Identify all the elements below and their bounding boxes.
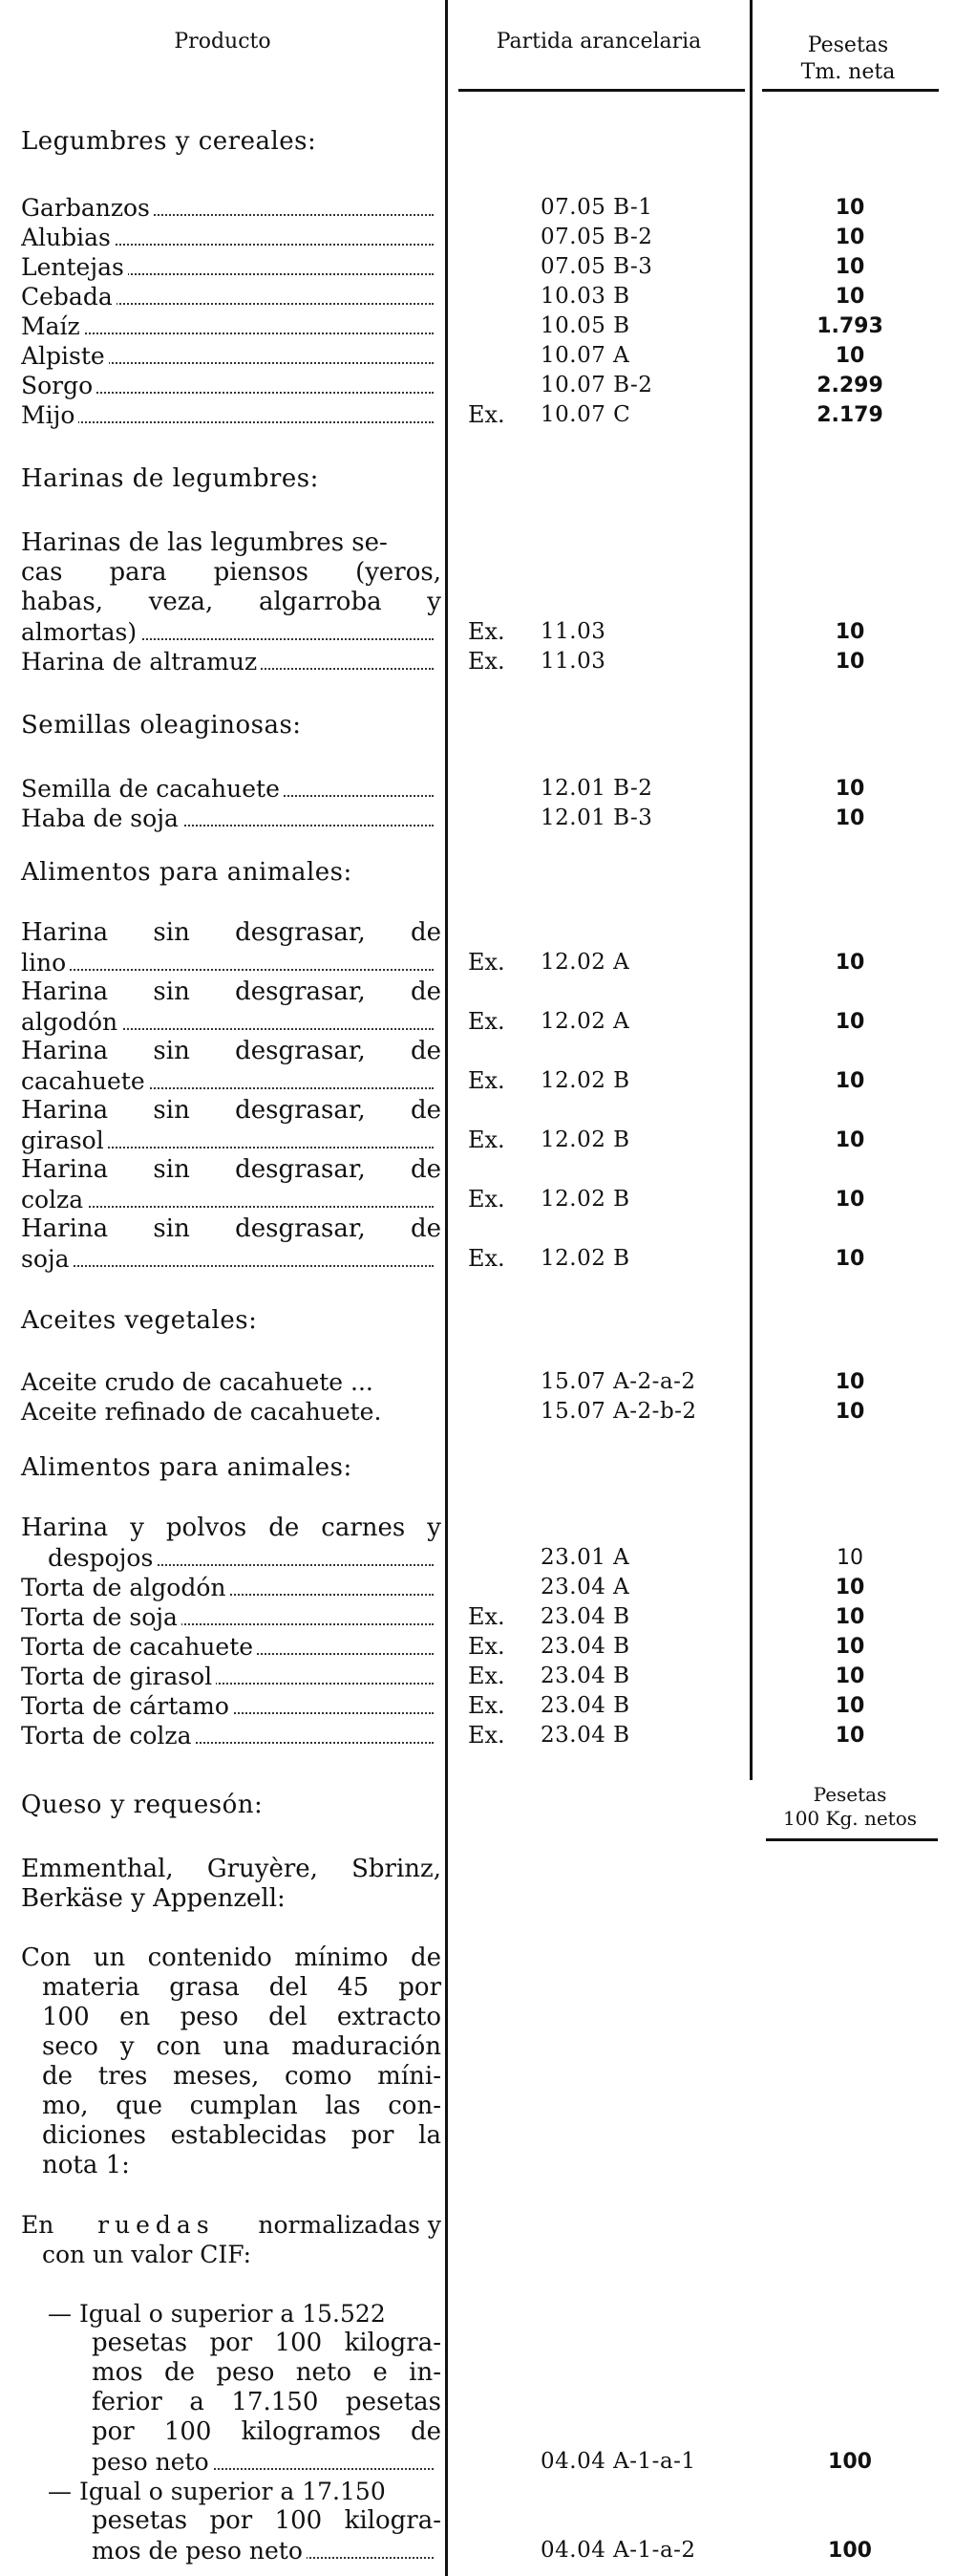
product-harinas-legumbres-l3: habas, veza, algarroba y (21, 588, 441, 616)
section-alimentos-2: Alimentos para animales: (21, 1453, 352, 1482)
header-price-line2: Tm. neta (800, 60, 896, 84)
tariff-aceite-refinado: 15.07 A-2-b-2 (541, 1399, 697, 1424)
queso-item1-l1: — Igual o superior a 15.522 (48, 2300, 386, 2328)
tariff-prefix-torta-soja: Ex. (468, 1603, 505, 1630)
product-alubias: Alubias (21, 223, 434, 252)
product-mijo: Mijo (21, 400, 434, 430)
price-alubias: 10 (835, 225, 865, 249)
product-semilla-cacahuete: Semilla de cacahuete (21, 774, 434, 804)
queso-item1-l5: por 100 kilogramos de (92, 2417, 441, 2446)
price-queso-item2: 100 (828, 2539, 872, 2563)
header-price (753, 32, 944, 86)
tariff-queso-item1: 04.04 A-1-a-1 (541, 2449, 696, 2474)
tariff-prefix-hsd-girasol: Ex. (468, 1127, 505, 1153)
queso-item1-l4: ferior a 17.150 pesetas (92, 2388, 441, 2416)
header-rule-right (762, 89, 939, 92)
product-hsd-algodon-l2: algodón (21, 1007, 434, 1037)
tariff-prefix-torta-colza: Ex. (468, 1722, 505, 1749)
tariff-maiz: 10.05 B (541, 313, 630, 338)
queso-item2-l1: — Igual o superior a 17.150 (48, 2478, 386, 2505)
tariff-torta-girasol: 23.04 B (541, 1664, 630, 1688)
product-hsd-soja-l2: soja (21, 1244, 434, 1274)
price-hsd-lino: 10 (835, 951, 865, 975)
queso-cond-l6: mo, que cumplan las con- (42, 2092, 441, 2120)
header-product: Producto (174, 30, 271, 54)
queso-item2-l2: pesetas por 100 kilogra- (92, 2506, 441, 2535)
column-divider-left (445, 0, 448, 2576)
tariff-prefix-hsd-algodon: Ex. (468, 1008, 505, 1035)
queso-ruedas-a: En (21, 2211, 54, 2239)
product-hsd-soja-l1: Harina sin desgrasar, de (21, 1214, 441, 1243)
tariff-hsd-cacahuete: 12.02 B (541, 1068, 630, 1093)
product-cebada: Cebada (21, 282, 434, 311)
tariff-prefix-harina-altramuz: Ex. (468, 648, 505, 675)
product-hsd-lino-l1: Harina sin desgrasar, de (21, 918, 441, 947)
header-rule-middle (458, 89, 745, 92)
product-torta-cacahuete: Torta de cacahuete (21, 1632, 434, 1662)
price-aceite-crudo: 10 (835, 1370, 865, 1394)
section-alimentos-1: Alimentos para animales: (21, 858, 352, 887)
section-queso: Queso y requesón: (21, 1791, 264, 1819)
price-mijo: 2.179 (817, 403, 883, 427)
tariff-prefix-torta-cartamo: Ex. (468, 1692, 505, 1719)
product-hsd-girasol-l1: Harina sin desgrasar, de (21, 1096, 441, 1125)
product-hsd-lino-l2: lino (21, 948, 434, 977)
product-hsd-girasol-l2: girasol (21, 1126, 434, 1155)
price-hsd-colza: 10 (835, 1188, 865, 1212)
product-aceite-refinado: Aceite refinado de cacahuete. (21, 1398, 382, 1426)
product-maiz: Maíz (21, 311, 434, 341)
tariff-hsd-lino: 12.02 A (541, 950, 630, 975)
column-divider-right (750, 0, 753, 1780)
price-haba-soja: 10 (835, 806, 865, 830)
product-torta-girasol: Torta de girasol (21, 1662, 434, 1691)
tariff-torta-cartamo: 23.04 B (541, 1693, 630, 1718)
queso-cond-l3: 100 en peso del extracto (42, 2003, 441, 2031)
tariff-harina-altramuz: 11.03 (541, 649, 606, 674)
queso-cond-l1: Con un contenido mínimo de (21, 1943, 441, 1972)
product-hsd-algodon-l1: Harina sin desgrasar, de (21, 977, 441, 1006)
tariff-aceite-crudo: 15.07 A-2-a-2 (541, 1369, 696, 1394)
product-harina-carnes-l2: despojos (48, 1543, 434, 1573)
queso-cond-l4: seco y con una maduración (42, 2032, 441, 2061)
queso-item1-l6: peso neto (92, 2447, 434, 2477)
product-torta-cartamo: Torta de cártamo (21, 1691, 434, 1721)
queso-cond-l7: diciones establecidas por la (42, 2121, 441, 2150)
product-torta-colza: Torta de colza (21, 1721, 434, 1750)
tariff-torta-cacahuete: 23.04 B (541, 1634, 630, 1659)
price-harina-altramuz: 10 (835, 650, 865, 674)
queso-ruedas-c: normalizadas y (258, 2211, 441, 2239)
queso-ruedas-l1 (21, 2210, 441, 2240)
tariff-torta-colza: 23.04 B (541, 1723, 630, 1748)
tariff-garbanzos: 07.05 B-1 (541, 195, 653, 220)
queso-ruedas-l2: con un valor CIF: (42, 2241, 252, 2268)
price-torta-soja: 10 (835, 1605, 865, 1629)
tariff-harina-carnes: 23.01 A (541, 1545, 630, 1570)
product-sorgo: Sorgo (21, 371, 434, 400)
price-torta-cartamo: 10 (835, 1694, 865, 1718)
product-harinas-legumbres-l1: Harinas de las legumbres se- (21, 528, 388, 557)
section-harinas: Harinas de legumbres: (21, 464, 319, 493)
product-hsd-cacahuete-l1: Harina sin desgrasar, de (21, 1037, 441, 1065)
tariff-prefix-mijo: Ex. (468, 401, 505, 428)
price-semilla-cacahuete: 10 (835, 777, 865, 801)
queso-price-header-line2: 100 Kg. netos (782, 1807, 918, 1830)
product-torta-algodon: Torta de algodón (21, 1573, 434, 1602)
product-alpiste: Alpiste (21, 341, 434, 371)
product-aceite-crudo: Aceite crudo de cacahuete ... (21, 1368, 373, 1396)
price-harinas-legumbres: 10 (835, 620, 865, 644)
product-hsd-cacahuete-l2: cacahuete (21, 1066, 434, 1096)
queso-item2-l3: mos de peso neto (92, 2536, 434, 2565)
tariff-prefix-harinas-legumbres: Ex. (468, 618, 505, 645)
price-hsd-cacahuete: 10 (835, 1069, 865, 1093)
tariff-hsd-colza: 12.02 B (541, 1187, 630, 1212)
tariff-haba-soja: 12.01 B-3 (541, 805, 653, 830)
section-legumbres: Legumbres y cereales: (21, 127, 317, 156)
tariff-prefix-torta-girasol: Ex. (468, 1663, 505, 1689)
queso-cond-l5: de tres meses, como míni- (42, 2062, 441, 2091)
price-hsd-girasol: 10 (835, 1128, 865, 1152)
price-hsd-algodon: 10 (835, 1010, 865, 1034)
tariff-prefix-torta-cacahuete: Ex. (468, 1633, 505, 1660)
queso-price-rule (766, 1838, 938, 1841)
tariff-lentejas: 07.05 B-3 (541, 254, 653, 279)
tariff-prefix-hsd-cacahuete: Ex. (468, 1067, 505, 1094)
tariff-hsd-algodon: 12.02 A (541, 1009, 630, 1034)
tariff-prefix-hsd-lino: Ex. (468, 949, 505, 976)
price-aceite-refinado: 10 (835, 1400, 865, 1424)
price-harina-carnes: 10 (837, 1546, 863, 1570)
queso-item1-l2: pesetas por 100 kilogra- (92, 2329, 441, 2357)
product-harinas-legumbres-l2: cas para piensos (yeros, (21, 558, 441, 587)
price-torta-cacahuete: 10 (835, 1635, 865, 1659)
product-harinas-legumbres-l4: almortas) (21, 617, 434, 647)
tariff-hsd-soja: 12.02 B (541, 1246, 630, 1271)
price-torta-algodon: 10 (835, 1576, 865, 1599)
product-hsd-colza-l2: colza (21, 1185, 434, 1214)
tariff-torta-algodon: 23.04 A (541, 1575, 630, 1599)
tariff-alpiste: 10.07 A (541, 343, 630, 368)
queso-cond-l8: nota 1: (42, 2151, 130, 2179)
product-torta-soja: Torta de soja (21, 1602, 434, 1632)
product-harina-altramuz: Harina de altramuz (21, 647, 434, 676)
header-price-line1: Pesetas (807, 33, 889, 57)
queso-cheese-l2: Berkäse y Appenzell: (21, 1884, 286, 1913)
tariff-alubias: 07.05 B-2 (541, 225, 653, 249)
price-lentejas: 10 (835, 255, 865, 279)
tariff-cebada: 10.03 B (541, 284, 630, 309)
price-maiz: 1.793 (817, 314, 883, 338)
product-garbanzos: Garbanzos (21, 193, 434, 223)
tariff-hsd-girasol: 12.02 B (541, 1127, 630, 1152)
queso-cond-l2: materia grasa del 45 por (42, 1973, 441, 2002)
price-hsd-soja: 10 (835, 1247, 865, 1271)
price-garbanzos: 10 (835, 196, 865, 220)
queso-ruedas-b: ruedas (97, 2211, 215, 2239)
header-tariff: Partida arancelaria (496, 30, 702, 54)
tariff-prefix-hsd-colza: Ex. (468, 1186, 505, 1213)
price-torta-colza: 10 (835, 1724, 865, 1748)
section-aceites: Aceites vegetales: (21, 1306, 258, 1335)
queso-price-header (754, 1783, 945, 1831)
price-alpiste: 10 (835, 344, 865, 368)
tariff-queso-item2: 04.04 A-1-a-2 (541, 2538, 696, 2563)
tariff-sorgo: 10.07 B-2 (541, 373, 653, 397)
tariff-harinas-legumbres: 11.03 (541, 619, 606, 644)
queso-item1-l3: mos de peso neto e in- (92, 2358, 441, 2387)
tariff-semilla-cacahuete: 12.01 B-2 (541, 776, 653, 801)
section-semillas: Semillas oleaginosas: (21, 711, 302, 740)
queso-cheese-l1: Emmenthal, Gruyère, Sbrinz, (21, 1855, 441, 1883)
product-hsd-colza-l1: Harina sin desgrasar, de (21, 1155, 441, 1184)
price-torta-girasol: 10 (835, 1664, 865, 1688)
price-sorgo: 2.299 (817, 374, 883, 397)
tariff-prefix-hsd-soja: Ex. (468, 1245, 505, 1272)
queso-price-header-line1: Pesetas (813, 1783, 887, 1806)
product-lentejas: Lentejas (21, 252, 434, 282)
tariff-mijo: 10.07 C (541, 402, 631, 427)
price-queso-item1: 100 (828, 2450, 872, 2474)
product-haba-soja: Haba de soja (21, 804, 434, 833)
tariff-torta-soja: 23.04 B (541, 1604, 630, 1629)
price-cebada: 10 (835, 285, 865, 309)
product-harina-carnes-l1: Harina y polvos de carnes y (21, 1513, 441, 1542)
